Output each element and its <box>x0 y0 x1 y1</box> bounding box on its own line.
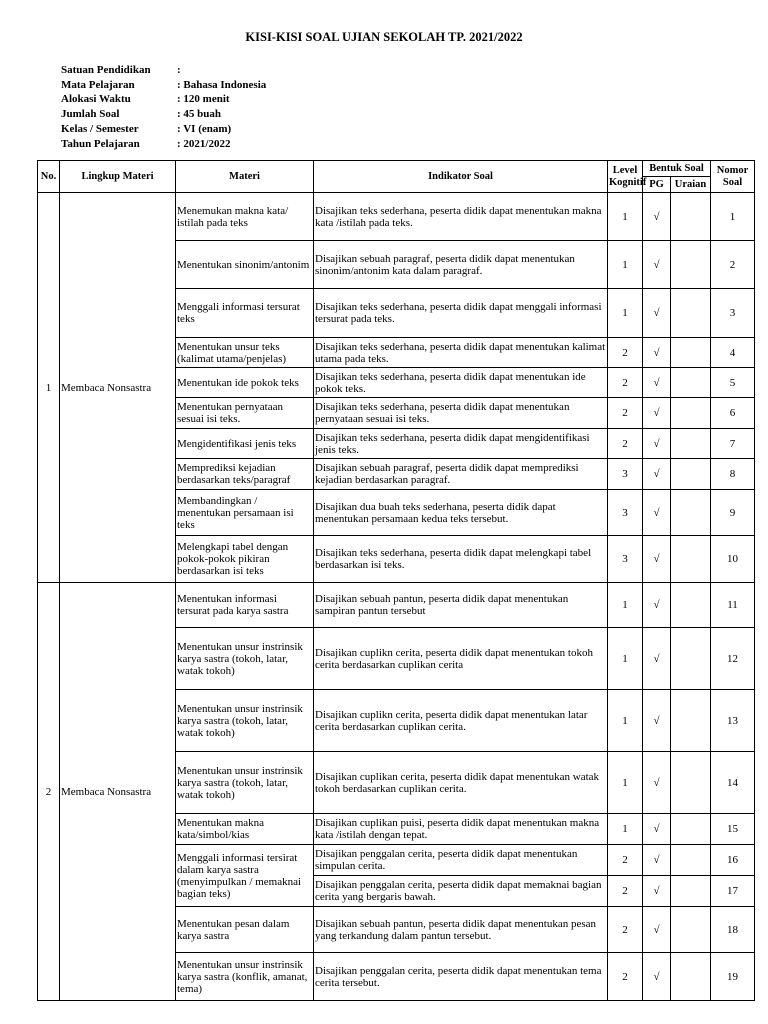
meta-label: Tahun Pelajaran <box>61 137 140 150</box>
level-cell: 1 <box>608 752 643 814</box>
indikator-cell: Disajikan teks sederhana, peserta didik dapat melengkapi tabel berdasarkan isi teks. <box>314 536 608 583</box>
uraian-cell <box>671 459 711 490</box>
pg-check-cell: √ <box>643 193 671 241</box>
header-nomor-soal: Nomor Soal <box>711 161 755 193</box>
indikator-cell: Disajikan dua buah teks sederhana, peserta didik dapat menentukan persamaan kedua teks tersebut. <box>314 490 608 536</box>
nomor-soal-cell: 5 <box>711 368 755 398</box>
materi-cell: Membandingkan / menentukan persamaan isi teks <box>176 490 314 536</box>
materi-cell: Menentukan makna kata/simbol/kias <box>176 814 314 845</box>
indikator-cell: Disajikan teks sederhana, peserta didik dapat menentukan ide pokok teks. <box>314 368 608 398</box>
indikator-cell: Disajikan penggalan cerita, peserta didik dapat menentukan simpulan cerita. <box>314 845 608 876</box>
nomor-soal-cell: 17 <box>711 876 755 907</box>
nomor-soal-cell: 2 <box>711 241 755 289</box>
header-materi: Materi <box>176 161 314 193</box>
uraian-cell <box>671 953 711 1001</box>
materi-cell: Menentukan pesan dalam karya sastra <box>176 907 314 953</box>
meta-label: Mata Pelajaran <box>61 78 135 91</box>
materi-cell: Melengkapi tabel dengan pokok-pokok pikiran berdasarkan isi teks <box>176 536 314 583</box>
header-no: No. <box>38 161 60 193</box>
table-body <box>38 193 755 1001</box>
indikator-cell: Disajikan cuplikn cerita, peserta didik dapat menentukan tokoh cerita berdasarkan cuplikan cerita <box>314 628 608 690</box>
level-cell: 1 <box>608 289 643 338</box>
nomor-soal-cell: 10 <box>711 536 755 583</box>
materi-cell: Menggali informasi tersirat dalam karya sastra (menyimpulkan / memaknai bagian teks) <box>176 845 314 907</box>
level-cell: 2 <box>608 845 643 876</box>
materi-cell: Memprediksi kejadian berdasarkan teks/paragraf <box>176 459 314 490</box>
pg-check-cell: √ <box>643 814 671 845</box>
nomor-soal-cell: 19 <box>711 953 755 1001</box>
pg-check-cell: √ <box>643 289 671 338</box>
level-cell: 2 <box>608 398 643 429</box>
uraian-cell <box>671 490 711 536</box>
indikator-cell: Disajikan penggalan cerita, peserta didik dapat menentukan tema cerita tersebut. <box>314 953 608 1001</box>
meta-label: Kelas / Semester <box>61 122 139 135</box>
nomor-soal-cell: 14 <box>711 752 755 814</box>
indikator-cell: Disajikan teks sederhana, peserta didik dapat menentukan kalimat utama pada teks. <box>314 338 608 368</box>
materi-cell: Menentukan ide pokok teks <box>176 368 314 398</box>
nomor-soal-cell: 7 <box>711 429 755 459</box>
kisi-kisi-table <box>37 160 755 1001</box>
group-lingkup-materi: Membaca Nonsastra <box>60 193 176 583</box>
uraian-cell <box>671 536 711 583</box>
pg-check-cell: √ <box>643 876 671 907</box>
uraian-cell <box>671 876 711 907</box>
uraian-cell <box>671 628 711 690</box>
uraian-cell <box>671 583 711 628</box>
uraian-cell <box>671 814 711 845</box>
pg-check-cell: √ <box>643 953 671 1001</box>
uraian-cell <box>671 241 711 289</box>
uraian-cell <box>671 193 711 241</box>
materi-cell: Menentukan unsur teks (kalimat utama/penjelas) <box>176 338 314 368</box>
group-lingkup-materi: Membaca Nonsastra <box>60 583 176 1001</box>
level-cell: 1 <box>608 193 643 241</box>
meta-value: : 2021/2022 <box>177 137 231 150</box>
header-bentuk-soal: Bentuk Soal <box>643 161 711 177</box>
indikator-cell: Disajikan sebuah paragraf, peserta didik dapat memprediksi kejadian berdasarkan paragraf. <box>314 459 608 490</box>
header-lingkup-materi: Lingkup Materi <box>60 161 176 193</box>
meta-value: : VI (enam) <box>177 122 232 135</box>
indikator-cell: Disajikan sebuah paragraf, peserta didik dapat menentukan sinonim/antonim kata dalam paragraf. <box>314 241 608 289</box>
meta-value: : <box>177 64 181 76</box>
header-uraian: Uraian <box>671 177 711 193</box>
level-cell: 2 <box>608 338 643 368</box>
pg-check-cell: √ <box>643 338 671 368</box>
uraian-cell <box>671 338 711 368</box>
pg-check-cell: √ <box>643 368 671 398</box>
pg-check-cell: √ <box>643 241 671 289</box>
indikator-cell: Disajikan cuplikn cerita, peserta didik dapat menentukan latar cerita berdasarkan cuplikan cerita. <box>314 690 608 752</box>
indikator-cell: Disajikan teks sederhana, peserta didik dapat menentukan makna kata /istilah pada teks. <box>314 193 608 241</box>
pg-check-cell: √ <box>643 490 671 536</box>
pg-check-cell: √ <box>643 459 671 490</box>
pg-check-cell: √ <box>643 398 671 429</box>
level-cell: 3 <box>608 459 643 490</box>
materi-cell: Menentukan informasi tersurat pada karya sastra <box>176 583 314 628</box>
indikator-cell: Disajikan cuplikan cerita, peserta didik dapat menentukan watak tokoh berdasarkan cuplikan cerita. <box>314 752 608 814</box>
level-cell: 2 <box>608 907 643 953</box>
nomor-soal-cell: 15 <box>711 814 755 845</box>
materi-cell: Mengidentifikasi jenis teks <box>176 429 314 459</box>
indikator-cell: Disajikan sebuah pantun, peserta didik dapat menentukan pesan yang terkandung dalam pantun tersebut. <box>314 907 608 953</box>
materi-cell: Menentukan unsur instrinsik karya sastra (tokoh, latar, watak tokoh) <box>176 628 314 690</box>
indikator-cell: Disajikan cuplikan puisi, peserta didik dapat menentukan makna kata /istilah dengan tepat. <box>314 814 608 845</box>
nomor-soal-cell: 12 <box>711 628 755 690</box>
nomor-soal-cell: 1 <box>711 193 755 241</box>
level-cell: 1 <box>608 814 643 845</box>
uraian-cell <box>671 907 711 953</box>
nomor-soal-cell: 4 <box>711 338 755 368</box>
uraian-cell <box>671 368 711 398</box>
meta-value: : 45 buah <box>177 108 222 121</box>
materi-cell: Menentukan pernyataan sesuai isi teks. <box>176 398 314 429</box>
pg-check-cell: √ <box>643 690 671 752</box>
pg-check-cell: √ <box>643 583 671 628</box>
level-cell: 1 <box>608 628 643 690</box>
level-cell: 1 <box>608 583 643 628</box>
indikator-cell: Disajikan teks sederhana, peserta didik dapat mengidentifikasi jenis teks. <box>314 429 608 459</box>
header-indikator-soal: Indikator Soal <box>314 161 608 193</box>
table-row <box>38 583 755 628</box>
nomor-soal-cell: 11 <box>711 583 755 628</box>
nomor-soal-cell: 8 <box>711 459 755 490</box>
indikator-cell: Disajikan penggalan cerita, peserta didik dapat memaknai bagian cerita yang bergaris bawah. <box>314 876 608 907</box>
pg-check-cell: √ <box>643 429 671 459</box>
table-row <box>38 193 755 241</box>
meta-value: : 120 menit <box>177 93 230 106</box>
materi-cell: Menentukan unsur instrinsik karya sastra (tokoh, latar, watak tokoh) <box>176 752 314 814</box>
meta-label: Alokasi Waktu <box>61 93 131 106</box>
nomor-soal-cell: 3 <box>711 289 755 338</box>
nomor-soal-cell: 18 <box>711 907 755 953</box>
uraian-cell <box>671 398 711 429</box>
materi-cell: Menentukan unsur instrinsik karya sastra (konflik, amanat, tema) <box>176 953 314 1001</box>
indikator-cell: Disajikan teks sederhana, peserta didik dapat menentukan pernyataan sesuai isi teks. <box>314 398 608 429</box>
pg-check-cell: √ <box>643 536 671 583</box>
nomor-soal-cell: 6 <box>711 398 755 429</box>
level-cell: 3 <box>608 490 643 536</box>
group-number: 1 <box>38 193 60 583</box>
nomor-soal-cell: 9 <box>711 490 755 536</box>
document-title: KISI-KISI SOAL UJIAN SEKOLAH TP. 2021/2022 <box>245 30 523 44</box>
pg-check-cell: √ <box>643 907 671 953</box>
uraian-cell <box>671 289 711 338</box>
pg-check-cell: √ <box>643 845 671 876</box>
level-cell: 2 <box>608 368 643 398</box>
level-cell: 1 <box>608 690 643 752</box>
indikator-cell: Disajikan sebuah pantun, peserta didik dapat menentukan sampiran pantun tersebut <box>314 583 608 628</box>
pg-check-cell: √ <box>643 752 671 814</box>
nomor-soal-cell: 13 <box>711 690 755 752</box>
level-cell: 2 <box>608 953 643 1001</box>
level-cell: 1 <box>608 241 643 289</box>
meta-label: Jumlah Soal <box>61 108 120 121</box>
meta-label: Satuan Pendidikan <box>61 64 151 76</box>
level-cell: 3 <box>608 536 643 583</box>
group-number: 2 <box>38 583 60 1001</box>
header-level-kognitif: Level Kognitif <box>608 161 643 193</box>
materi-cell: Menemukan makna kata/ istilah pada teks <box>176 193 314 241</box>
uraian-cell <box>671 690 711 752</box>
materi-cell: Menentukan sinonim/antonim <box>176 241 314 289</box>
level-cell: 2 <box>608 429 643 459</box>
uraian-cell <box>671 429 711 459</box>
nomor-soal-cell: 16 <box>711 845 755 876</box>
materi-cell: Menggali informasi tersurat teks <box>176 289 314 338</box>
level-cell: 2 <box>608 876 643 907</box>
pg-check-cell: √ <box>643 628 671 690</box>
uraian-cell <box>671 752 711 814</box>
header-pg: PG <box>643 177 671 193</box>
uraian-cell <box>671 845 711 876</box>
materi-cell: Menentukan unsur instrinsik karya sastra (tokoh, latar, watak tokoh) <box>176 690 314 752</box>
indikator-cell: Disajikan teks sederhana, peserta didik dapat menggali informasi tersurat pada teks. <box>314 289 608 338</box>
meta-value: : Bahasa Indonesia <box>177 78 267 91</box>
